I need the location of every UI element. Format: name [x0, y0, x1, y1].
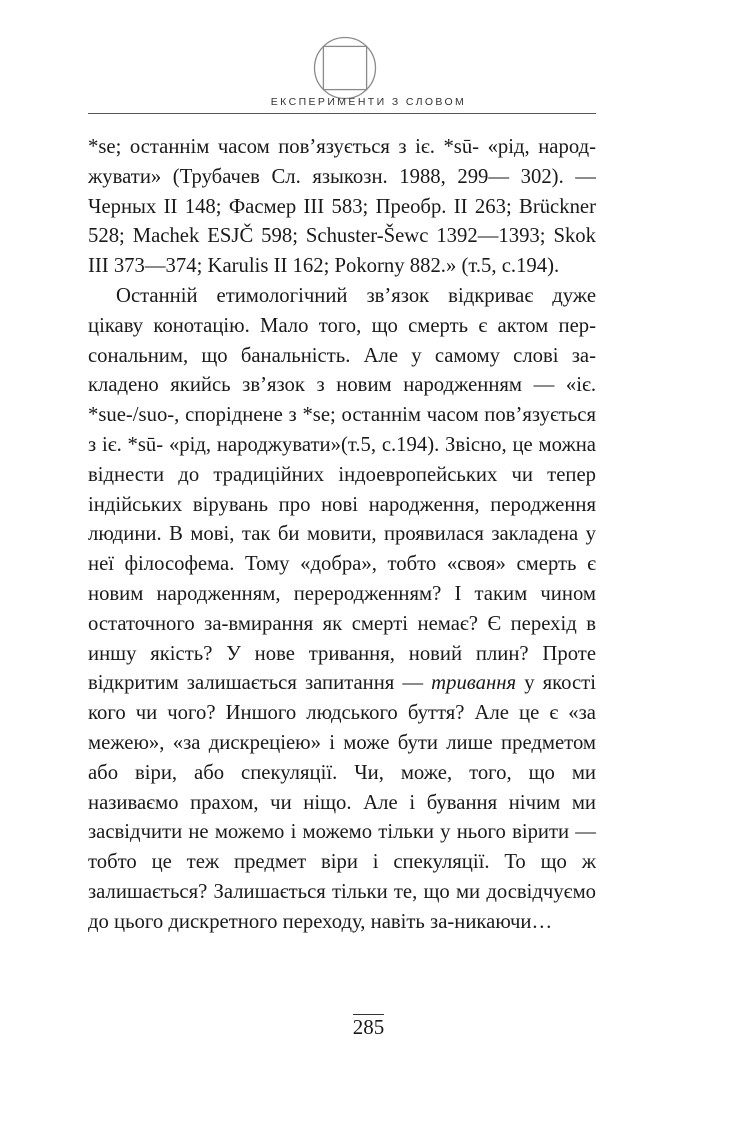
running-title: ЕКСПЕРИМЕНТИ З СЛОВОМ: [270, 96, 467, 108]
body-text: [88, 133, 596, 938]
header-rule: [88, 113, 596, 114]
page-number: 285: [352, 1015, 385, 1039]
paragraph-main: [88, 282, 596, 938]
paragraph-continued: *se; останнім часом пов’язується з іє. *sū- «рід, народжувати» (Трубачев Сл. языкозн. 1988, 299— 302). — Черных II 148; Фасмер III 583; Преобр. II 263; Brückner 528; Machek ESJČ 598; Schuster-Šewc 1392—1393; Skok III 373—374; Karulis II 162; Pokorny 882.» (т.5, с.194).: [88, 136, 596, 278]
italic-term: тривання: [431, 672, 517, 695]
paragraph-main-text-2: у якості кого чи чого? Иншого людського буття? Але це є «за межею», «за дискреціею» і може бути лише предметом або віри, або спекуляції. Чи, може, того, що ми називаємо прахом, чи ніщо. Але і бування нічим ми засвідчити не можемо і можемо тільки у нього вірити — тобто це теж предмет віри і спекуляції. То що ж залишається? Залишається тільки те, що ми досвідчуємо до цього дискретного переходу, навіть за-никаючи…: [88, 672, 596, 933]
paragraph-main-text-1: Останній етимологічний зв’язок відкриває дуже цікаву конотацію. Мало того, що смерть є актом персональним, що банальність. Але у самому слові закладено якийсь зв’язок з новим народженням — «іє. *sue-/suo-, споріднене з *se; останнім часом пов’язується з іє. *sū- «рід, народжувати»(т.5, с.194). Звісно, це можна віднести до традиційних індоевропейських чи тепер індійських вірувань про нові народження, перодження людини. В мові, так би мовити, проявилася закладена у неї філософема. Тому «добра», тобто «своя» смерть є новим народженням, переродженням? І таким чином остаточного за-вмирання як смерті немає? Є перехід в иншу якість? У нове тривання, новий плин? Проте відкритим залишається запитання —: [88, 284, 596, 695]
page-footer: [0, 1014, 737, 1039]
circle-square-emblem-icon: [313, 36, 377, 100]
